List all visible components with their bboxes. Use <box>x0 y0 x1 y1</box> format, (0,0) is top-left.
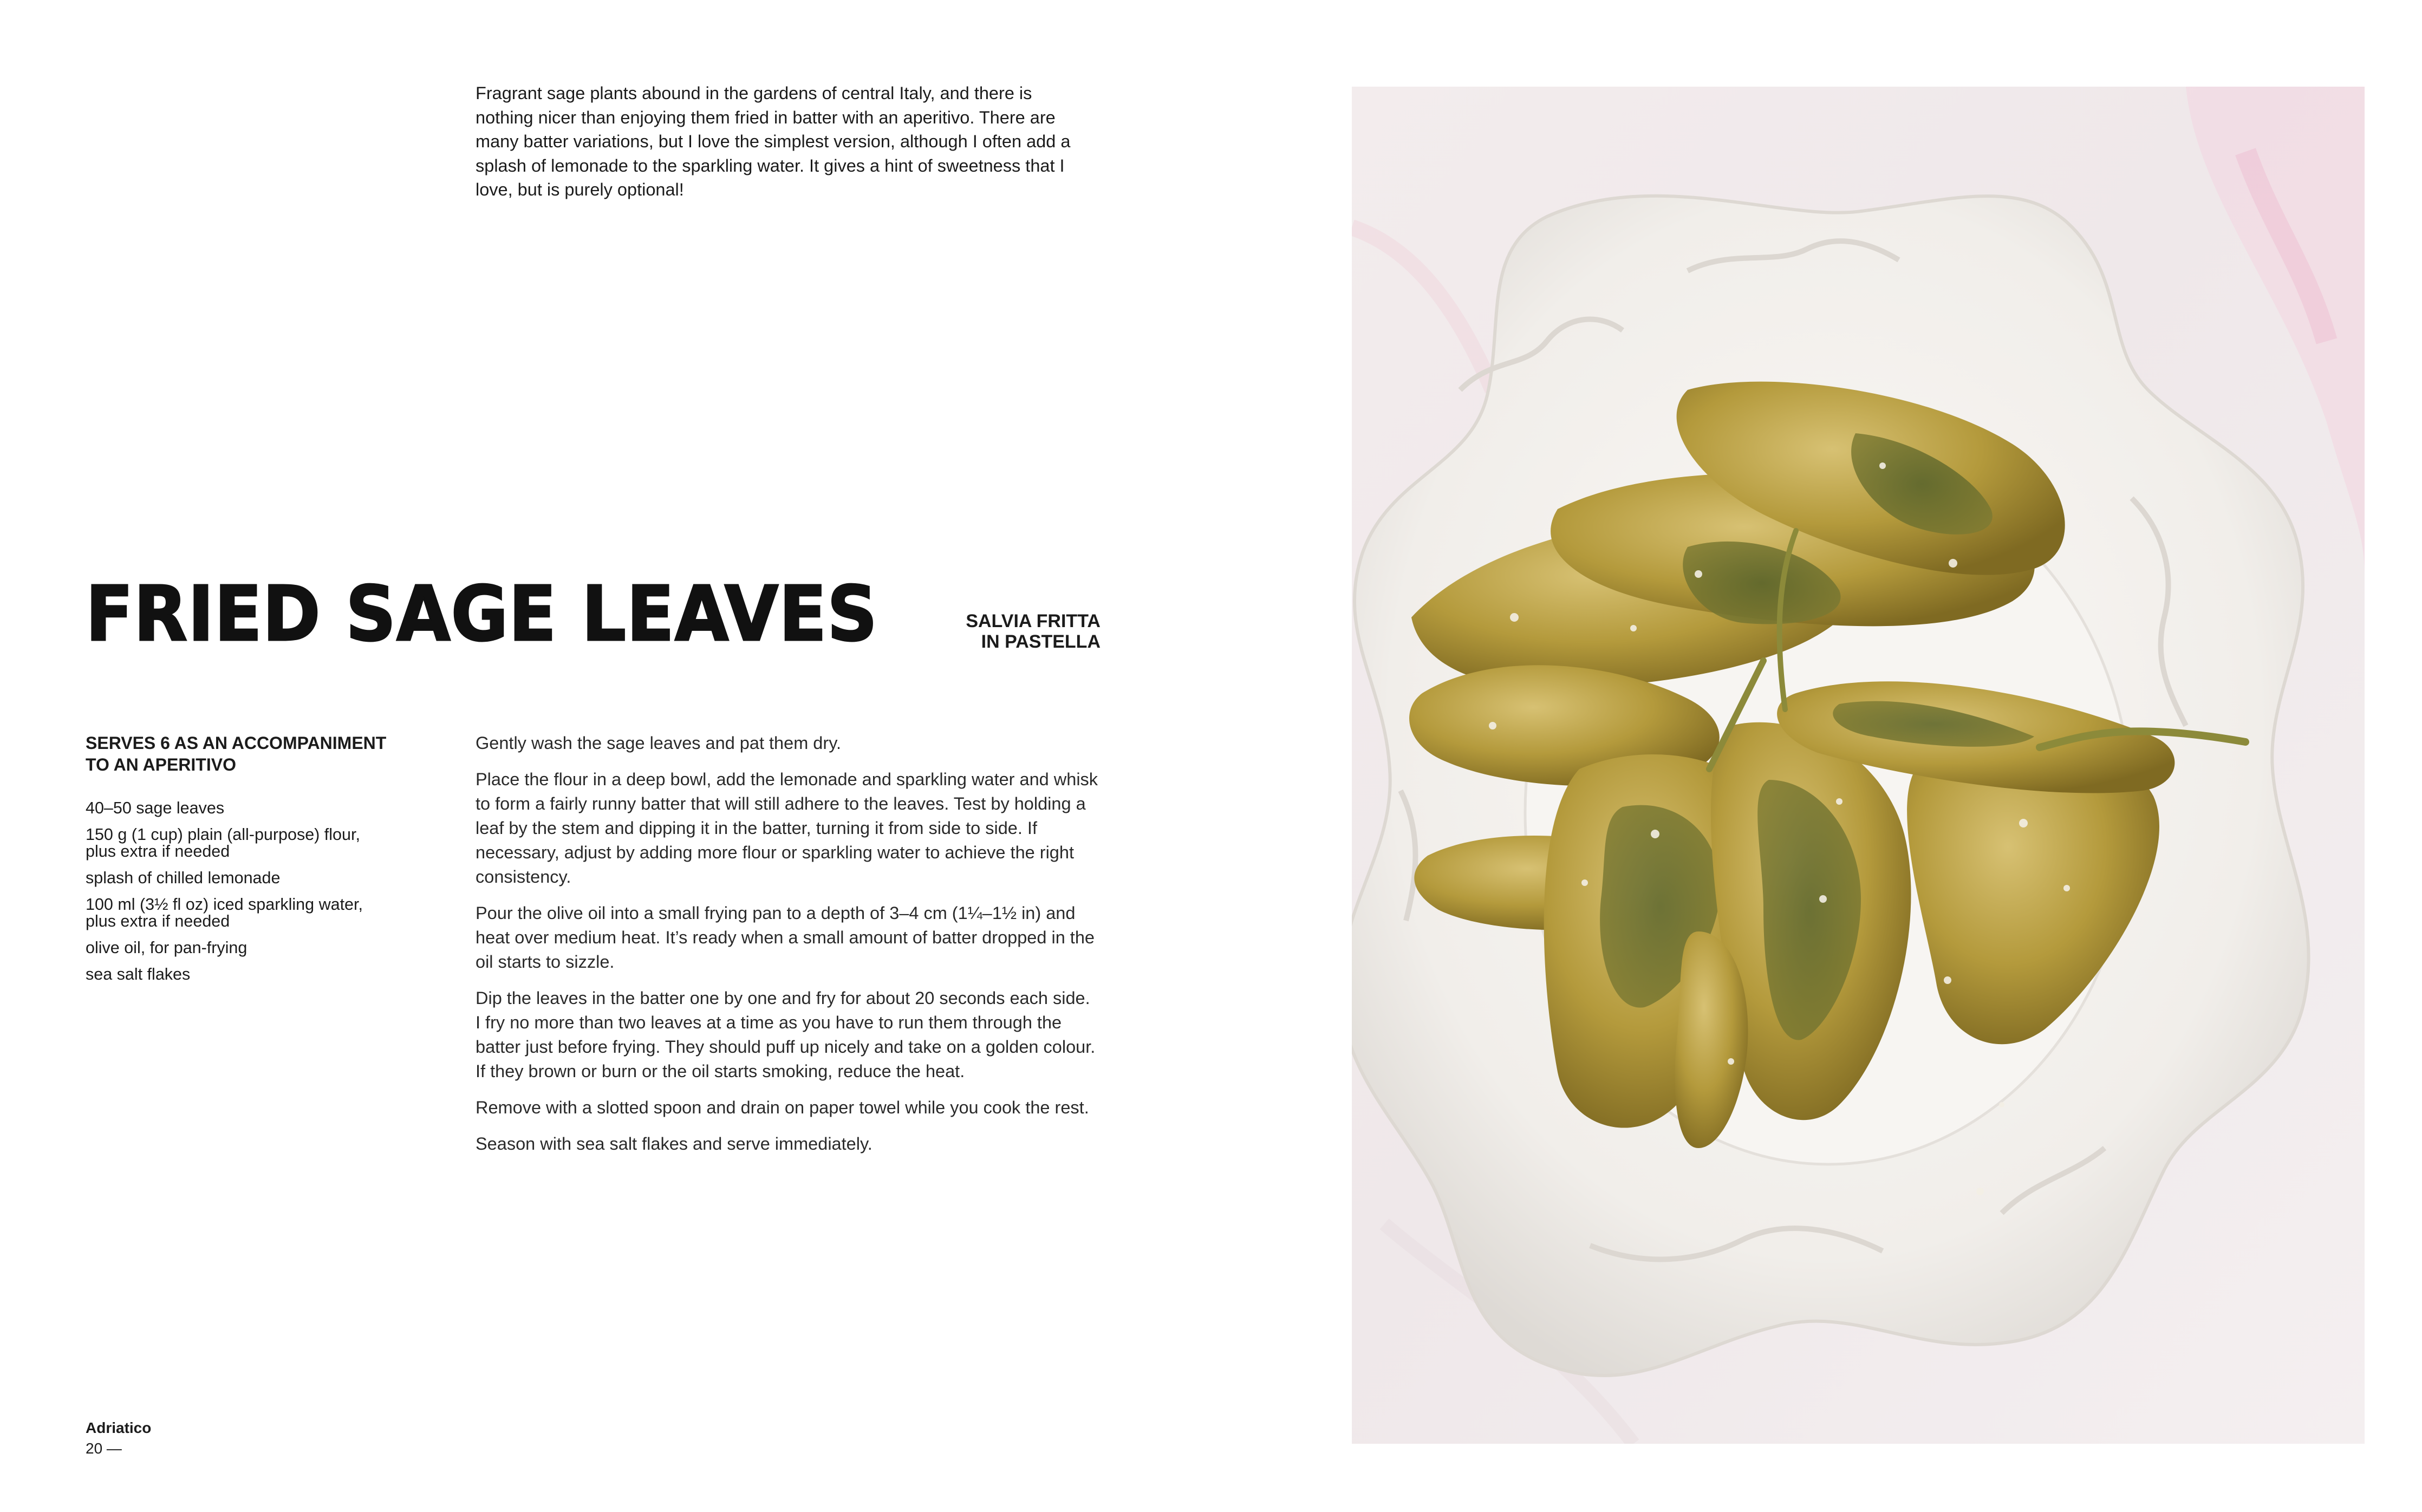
ingredient-item: splash of chilled lemonade <box>86 869 281 887</box>
method-step: Pour the olive oil into a small frying pan to a depth of 3–4 cm (1¼–1½ in) and heat over medium heat. It’s ready when a small amount of batter dropped in the oil starts to sizzle. <box>476 903 1095 972</box>
method-step: Season with sea salt flakes and serve immediately. <box>476 1134 873 1153</box>
method-step: Dip the leaves in the batter one by one and fry for about 20 seconds each side. I fry no more than two leaves at a time as you have to run them through the batter just before frying. They should puff up nicely and take on a golden colour. If they brown or burn or the oil starts smoking, reduce the heat. <box>476 988 1096 1081</box>
italian-name-line-1: SALVIA FRITTA <box>966 611 1101 631</box>
intro-paragraph: Fragrant sage plants abound in the gardens of central Italy, and there is nothing nicer than enjoying them fried in batter with an aperitivo. There are many batter variations, but I love the simplest version, although I often add a splash of lemonade to the sparkling water. It gives a hint of sweetness that I love, but is purely optional! <box>476 83 1071 199</box>
ingredient-item: 100 ml (3½ fl oz) iced sparkling water, plus extra if needed <box>86 895 363 930</box>
method-step: Gently wash the sage leaves and pat them dry. <box>476 733 842 753</box>
method-steps <box>476 731 1098 1168</box>
serves-info <box>86 732 389 775</box>
footer-page-number: 20 — <box>86 1440 122 1457</box>
italian-name-line-2: IN PASTELLA <box>981 631 1101 652</box>
ingredient-item: 40–50 sage leaves <box>86 799 225 817</box>
serves-line-1: SERVES 6 AS AN ACCOMPANIMENT <box>86 733 387 753</box>
fried-sage-plate-illustration <box>1352 87 2365 1444</box>
ingredients-list <box>86 800 389 993</box>
footer-book-title: Adriatico <box>86 1419 152 1436</box>
recipe-italian-name <box>884 611 1101 652</box>
ingredient-item: 150 g (1 cup) plain (all-purpose) flour, plus extra if needed <box>86 825 360 861</box>
serves-line-2: TO AN APERITIVO <box>86 755 236 774</box>
ingredient-item: olive oil, for pan-frying <box>86 939 248 957</box>
recipe-title: FRIED SAGE LEAVES <box>86 570 878 659</box>
food-photo <box>1352 87 2365 1444</box>
method-step: Place the flour in a deep bowl, add the lemonade and sparkling water and whisk to form a fairly runny batter that will still adhere to the leaves. Test by holding a leaf by the stem and dipping it in the batter, turning it from side to side. If necessary, adjust by adding more flour or sparkling water to achieve the right consistency. <box>476 770 1098 887</box>
ingredient-item: sea salt flakes <box>86 965 191 983</box>
method-step: Remove with a slotted spoon and drain on paper towel while you cook the rest. <box>476 1098 1089 1117</box>
